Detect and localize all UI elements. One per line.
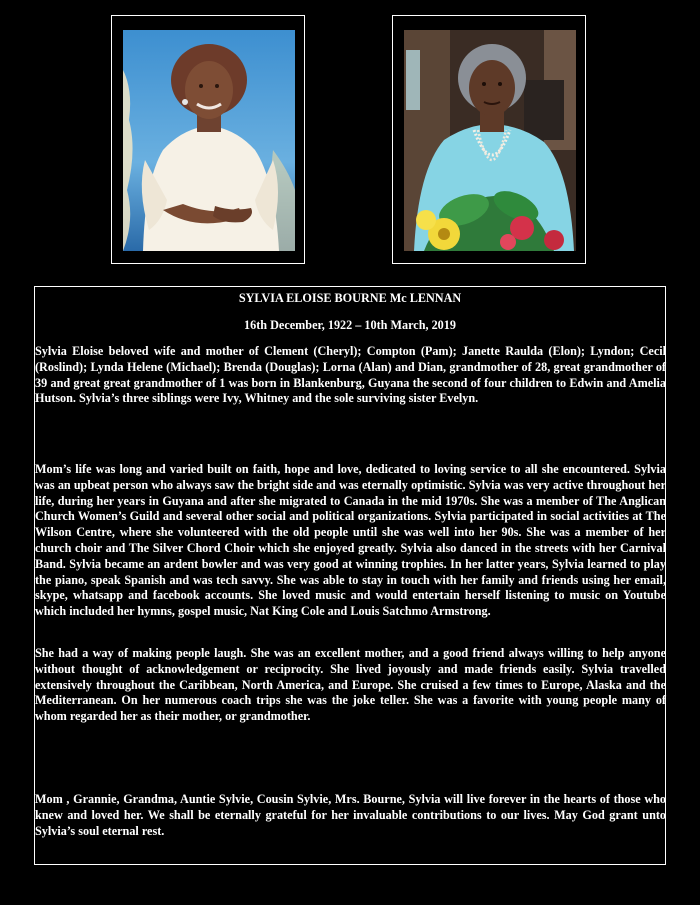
obituary-box <box>34 286 666 865</box>
photo-frame-left <box>111 15 305 264</box>
obituary-dates: 16th December, 1922 – 10th March, 2019 <box>244 318 456 332</box>
obituary-paragraph-life: Mom’s life was long and varied built on faith, hope and love, dedicated to loving service to all she encountered. Sylvia was an upbeat person who always saw the bright side and was eternally optimistic. Sylvia was very active throughout her life, during her years in Guyana and after she migrated to Canada in the mid 1970s. She was a member of The Anglican Church Women’s Guild and several other social and political organizations. Sylvia participated in social activities at The Wilson Centre, where she volunteered with the old people until she was well into her 90s. She was a member of her church choir and The Silver Chord Choir which she enjoyed greatly. Sylvia also danced in the streets with her Carnival Band. Sylvia became an ardent bowler and was very good at winning trophies. In her latter years, Sylvia learned to play the piano, speak Spanish and was tech savvy. She was able to stay in touch with her family and friends using her email, skype, whatsapp and facebook accounts. She loved music and would entertain herself listening to music on Youtube which included her hymns, gospel music, Nat King Cole and Louis Satchmo Armstrong. <box>35 462 666 619</box>
portrait-white-dress-photo <box>123 30 295 251</box>
portrait-blue-blouse-flowers-photo <box>404 30 576 251</box>
obituary-paragraph-character: She had a way of making people laugh. She was an excellent mother, and a good friend always willing to help anyone without thought of acknowledgement or reciprocity. She lived joyously and made friends easily. Sylvia travelled extensively throughout the Caribbean, North America, and Europe. She cruised a few times to Europe, Alaska and the Mediterranean. On her numerous coach trips she was the joke teller. She was a favorite with young people many of whom regarded her as their mother, or grandmother. <box>35 646 666 724</box>
photo-frame-right <box>392 15 586 264</box>
obituary-name: SYLVIA ELOISE BOURNE Mc LENNAN <box>238 291 462 305</box>
obituary-paragraph-family: Sylvia Eloise beloved wife and mother of Clement (Cheryl); Compton (Pam); Janette Raulda (Elon); Lyndon; Cecil (Roslind); Lynda Helene (Michael); Brenda (Douglas); Lorna (Alan) and Dian, grandmother of 28, great grandmother of 39 and great great grandmother of 1 was born in Blankenburg, Guyana the second of four children to Edwin and Amelia Hutson. Sylvia’s three siblings were Ivy, Whitney and the sole surviving sister Evelyn. <box>35 344 666 406</box>
obituary-paragraph-closing: Mom , Grannie, Grandma, Auntie Sylvie, Cousin Sylvie, Mrs. Bourne, Sylvia will live forever in the hearts of those who knew and loved her. We shall be eternally grateful for her invaluable contributions to our lives. May God grant unto Sylvia’s soul eternal rest. <box>35 792 666 838</box>
